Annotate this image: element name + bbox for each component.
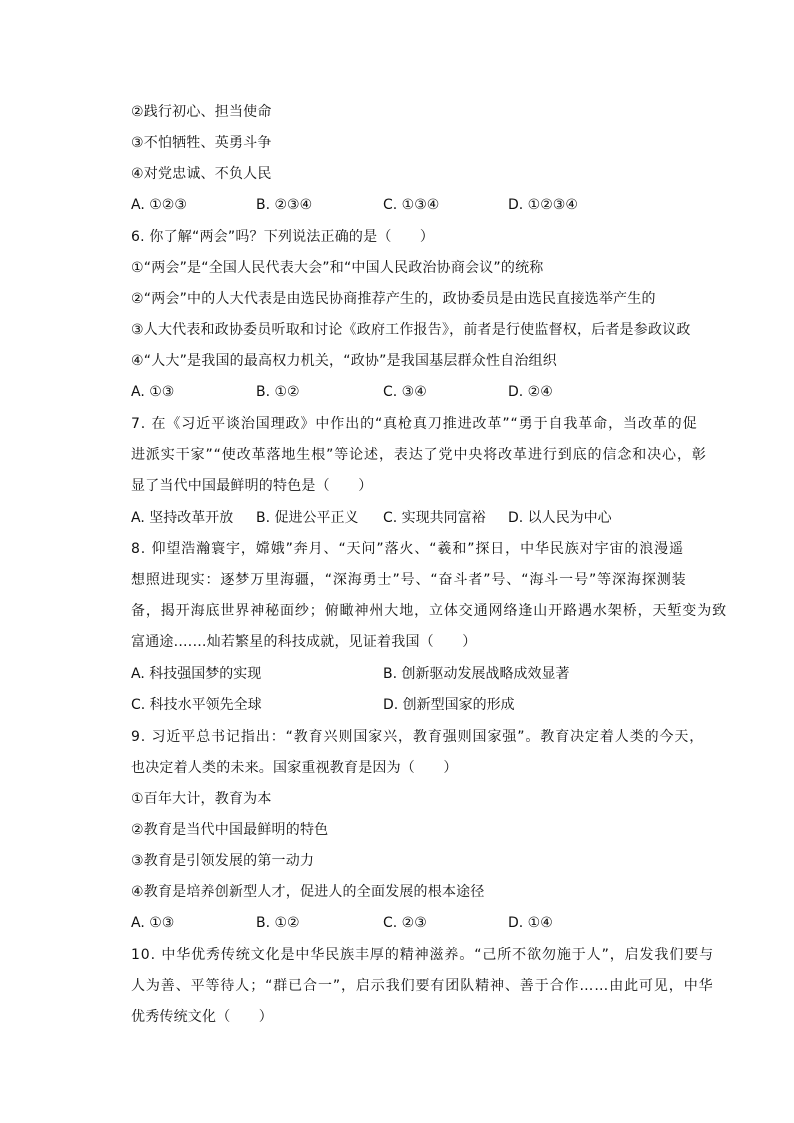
q9-item-2: ②教育是当代中国最鲜明的特色 <box>131 822 329 838</box>
q8-options-row-1 <box>131 664 691 684</box>
q8-line-2: 想照进现实：逐梦万里海疆，“深海勇士”号、“奋斗者”号、“海斗一号”等深海探测装 <box>131 572 687 588</box>
q8-line-4: 富通途.……灿若繁星的科技成就，见证着我国（ ） <box>131 634 477 650</box>
q6-option-a[interactable]: A. ①③ <box>131 384 175 400</box>
q6-item-3: ③人大代表和政协委员听取和讨论《政府工作报告》，前者是行使监督权，后者是参政议政 <box>131 322 691 338</box>
q8-option-b[interactable]: B. 创新驱动发展战略成效显著 <box>383 666 570 682</box>
q8-option-c[interactable]: C. 科技水平领先全球 <box>131 697 262 713</box>
q9-item-1: ①百年大计，教育为本 <box>131 791 272 807</box>
q5-item-4: ④对党忠诚、不负人民 <box>131 166 272 182</box>
q7-line-1: 7. 在《习近平谈治国理政》中作出的“真枪真刀推进改革”“勇于自我革命，当改革的促 <box>131 416 698 432</box>
q7-option-b[interactable]: B. 促进公平正义 <box>256 510 359 526</box>
q7-option-c[interactable]: C. 实现共同富裕 <box>383 510 486 526</box>
q9-line-1: 9. 习近平总书记指出：“教育兴则国家兴，教育强则国家强”。教育决定着人类的今天， <box>131 729 705 745</box>
q6-item-4: ④“人大”是我国的最高权力机关，“政协”是我国基层群众性自治组织 <box>131 353 557 369</box>
q6-options <box>131 382 691 402</box>
q8-line-1: 8. 仰望浩瀚寰宇，嫦娥”奔月、“天问”落火、“羲和”探日，中华民族对宇宙的浪漫遥 <box>131 541 684 557</box>
q9-item-3: ③教育是引领发展的第一动力 <box>131 853 315 869</box>
q9-options <box>131 913 691 933</box>
q6-item-2: ②“两会”中的人大代表是由选民协商推荐产生的，政协委员是由选民直接选举产生的 <box>131 291 656 307</box>
q5-option-b[interactable]: B. ②③④ <box>256 197 313 213</box>
q8-options-row-2 <box>131 695 691 715</box>
q7-options <box>131 508 691 528</box>
q7-option-a[interactable]: A. 坚持改革开放 <box>131 510 234 526</box>
q10-line-3: 优秀传统文化（ ） <box>131 1009 273 1025</box>
q7-line-2: 进派实干家”“使改革落地生根”等论述，表达了党中央将改革进行到底的信念和决心，彰 <box>131 447 707 463</box>
q5-item-3: ③不怕牺牲、英勇斗争 <box>131 135 272 151</box>
q8-option-d[interactable]: D. 创新型国家的形成 <box>383 697 515 713</box>
q6-stem: 6. 你了解“两会”吗？下列说法正确的是（ ） <box>131 229 435 245</box>
q7-line-3: 显了当代中国最鲜明的特色是（ ） <box>131 478 373 494</box>
q5-option-c[interactable]: C. ①③④ <box>383 197 440 213</box>
q6-option-c[interactable]: C. ③④ <box>383 384 427 400</box>
q10-line-1: 10. 中华优秀传统文化是中华民族丰厚的精神滋养。“己所不欲勿施于人”，启发我们要与 <box>131 947 715 963</box>
q6-option-b[interactable]: B. ①② <box>256 384 300 400</box>
q5-option-d[interactable]: D. ①②③④ <box>508 197 578 213</box>
q9-option-d[interactable]: D. ①④ <box>508 915 553 931</box>
q5-options <box>131 195 691 215</box>
q5-option-a[interactable]: A. ①②③ <box>131 197 187 213</box>
q6-item-1: ①“两会”是“全国人民代表大会”和“中国人民政治协商会议”的统称 <box>131 260 544 276</box>
q8-option-a[interactable]: A. 科技强国梦的实现 <box>131 666 262 682</box>
q9-item-4: ④教育是培养创新型人才，促进人的全面发展的根本途径 <box>131 884 485 900</box>
q9-option-a[interactable]: A. ①③ <box>131 915 175 931</box>
q6-option-d[interactable]: D. ②④ <box>508 384 553 400</box>
q10-line-2: 人为善、平等待人；“群已合一”，启示我们要有团队精神、善于合作……由此可见，中华 <box>131 978 714 994</box>
q5-item-2: ②践行初心、担当使命 <box>131 104 272 120</box>
q9-line-2: 也决定着人类的未来。国家重视教育是因为（ ） <box>131 760 458 776</box>
q9-option-b[interactable]: B. ①② <box>256 915 300 931</box>
q9-option-c[interactable]: C. ②③ <box>383 915 427 931</box>
q8-line-3: 备，揭开海底世界神秘面纱；俯瞰神州大地，立体交通网络逢山开路遇水架桥，天堑变为致 <box>131 603 727 619</box>
q7-option-d[interactable]: D. 以人民为中心 <box>508 510 612 526</box>
